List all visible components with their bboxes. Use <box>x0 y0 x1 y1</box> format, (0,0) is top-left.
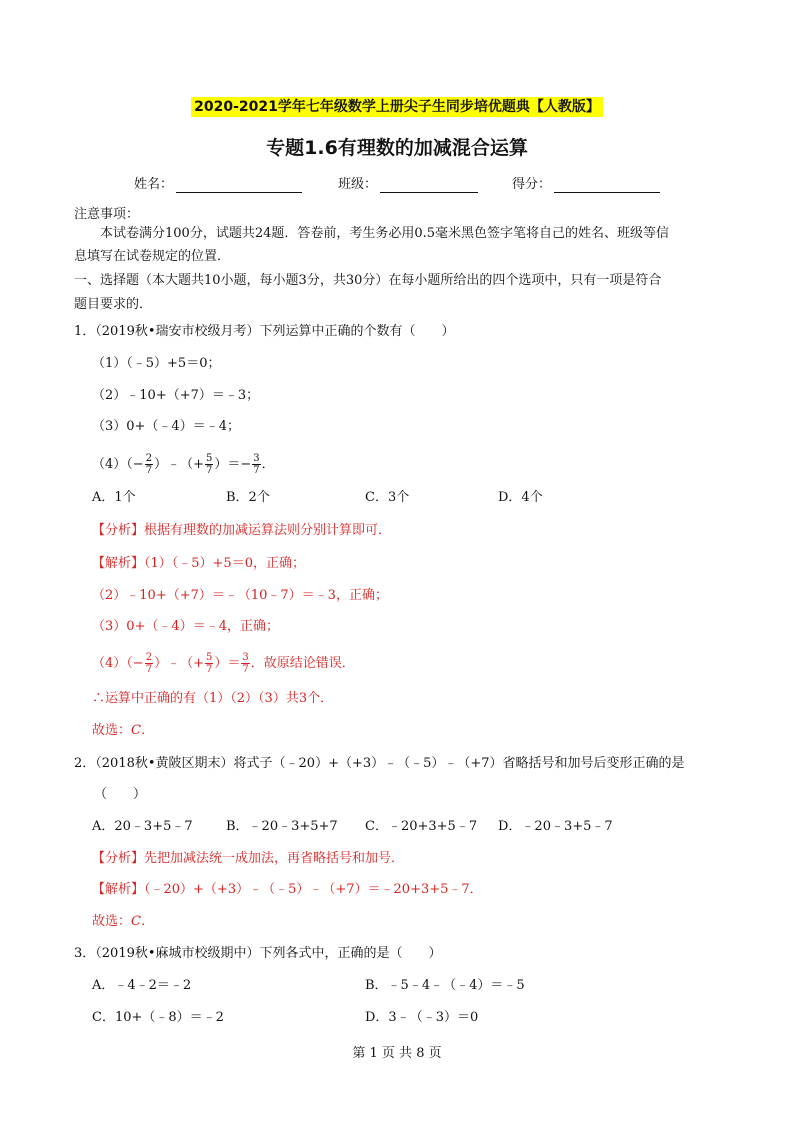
score-field[interactable] <box>554 192 660 193</box>
q1-choice: 故选：C． <box>92 723 154 738</box>
fraction: $\frac{5}{7}$ <box>205 652 213 675</box>
notice-title: 注意事项： <box>74 207 140 222</box>
class-label: 班级： <box>338 177 378 192</box>
page-number: 第 1 页 共 8 页 <box>352 1046 442 1061</box>
score-label: 得分： <box>512 177 552 192</box>
notice-line-2: 息填写在试卷规定的位置． <box>74 249 231 264</box>
q1-therefore: ∴运算中正确的有（1）（2）（3）共3个． <box>92 691 334 706</box>
section-heading-line-1: 一、选择题（本大题共10小题，每小题3分，共30分）在每小题所给出的四个选项中，只有一项是符合 <box>74 273 662 288</box>
q1-item-2: （2）﹣10+（+7）＝﹣3； <box>92 388 260 403</box>
q2-option-a: A．20﹣3+5﹣7 <box>92 819 193 834</box>
q1-solution-3: （3）0+（﹣4）＝﹣4，正确； <box>92 619 279 634</box>
q3-option-a: A．﹣4﹣2＝﹣2 <box>92 978 192 993</box>
q1-analysis: 【分析】根据有理数的加减运算法则分别计算即可． <box>92 523 392 538</box>
series-title-text: 2020-2021学年七年级数学上册尖子生同步培优题典【人教版】 <box>191 97 603 117</box>
q1-stem: 1．（2019秋•瑞安市校级月考）下列运算中正确的个数有（ ） <box>74 324 455 339</box>
q1-solution-4: （4）（− $\frac{2}{7}$ ）﹣（+ $\frac{5}{7}$ ）＝ $\frac{3}{7}$ ．故原结论错误． <box>92 652 355 675</box>
section-heading-line-2: 题目要求的． <box>74 297 153 312</box>
q1-option-b: B．2个 <box>226 490 270 505</box>
q1-option-a: A．1个 <box>92 490 136 505</box>
q1-item-3: （3）0+（﹣4）＝﹣4； <box>92 419 240 434</box>
q1-option-d: D．4个 <box>498 490 543 505</box>
q2-option-d: D．﹣20﹣3+5﹣7 <box>498 819 613 834</box>
name-field[interactable] <box>176 192 302 193</box>
q2-option-b: B．﹣20﹣3+5+7 <box>226 819 338 834</box>
q1-item-1: （1）（﹣5）+5＝0； <box>92 356 221 371</box>
q3-option-b: B．﹣5﹣4﹣（﹣4）＝﹣5 <box>365 978 525 993</box>
q1-option-c: C．3个 <box>365 490 410 505</box>
name-label: 姓名： <box>134 177 174 192</box>
q2-stem-line-1: 2．（2018秋•黄陂区期末）将式子（﹣20）+（+3）﹣（﹣5）﹣（+7）省略括号和加号后变形正确的是 <box>74 756 685 771</box>
q2-stem-line-2: （ ） <box>94 787 147 802</box>
q3-option-d: D．3﹣（﹣3）＝0 <box>365 1010 479 1025</box>
q3-option-c: C．10+（﹣8）＝﹣2 <box>92 1010 224 1025</box>
fraction: $\frac{5}{7}$ <box>205 453 213 476</box>
notice-line-1: 本试卷满分100分，试题共24题．答卷前，考生务必用0.5毫米黑色签字笔将自己的姓名、班级等信 <box>100 226 670 241</box>
fraction: $\frac{2}{7}$ <box>145 453 153 476</box>
fraction: $\frac{2}{7}$ <box>145 652 153 675</box>
q1-item-4: （4）（− $\frac{2}{7}$ ）﹣（+ $\frac{5}{7}$ ）＝− $\frac{3}{7}$ ． <box>92 453 275 476</box>
q1-solution-2: （2）﹣10+（+7）＝﹣（10﹣7）＝﹣3，正确； <box>92 588 388 603</box>
fraction: $\frac{3}{7}$ <box>253 453 260 476</box>
page-title: 专题1.6有理数的加减混合运算 <box>266 137 528 159</box>
q1-solution-1: 【解析】（1）（﹣5）+5＝0，正确； <box>92 556 305 571</box>
class-field[interactable] <box>380 192 478 193</box>
q3-stem: 3．（2019秋•麻城市校级期中）下列各式中，正确的是（ ） <box>74 946 442 961</box>
q2-choice: 故选：C． <box>92 914 154 929</box>
q2-analysis: 【分析】先把加减法统一成加法，再省略括号和加号． <box>92 851 405 866</box>
q2-option-c: C．﹣20+3+5﹣7 <box>365 819 478 834</box>
q2-solution: 【解析】（﹣20）+（+3）﹣（﹣5）﹣（+7）＝﹣20+3+5﹣7． <box>92 882 483 897</box>
fraction: $\frac{3}{7}$ <box>242 652 249 675</box>
series-title <box>0 98 794 117</box>
